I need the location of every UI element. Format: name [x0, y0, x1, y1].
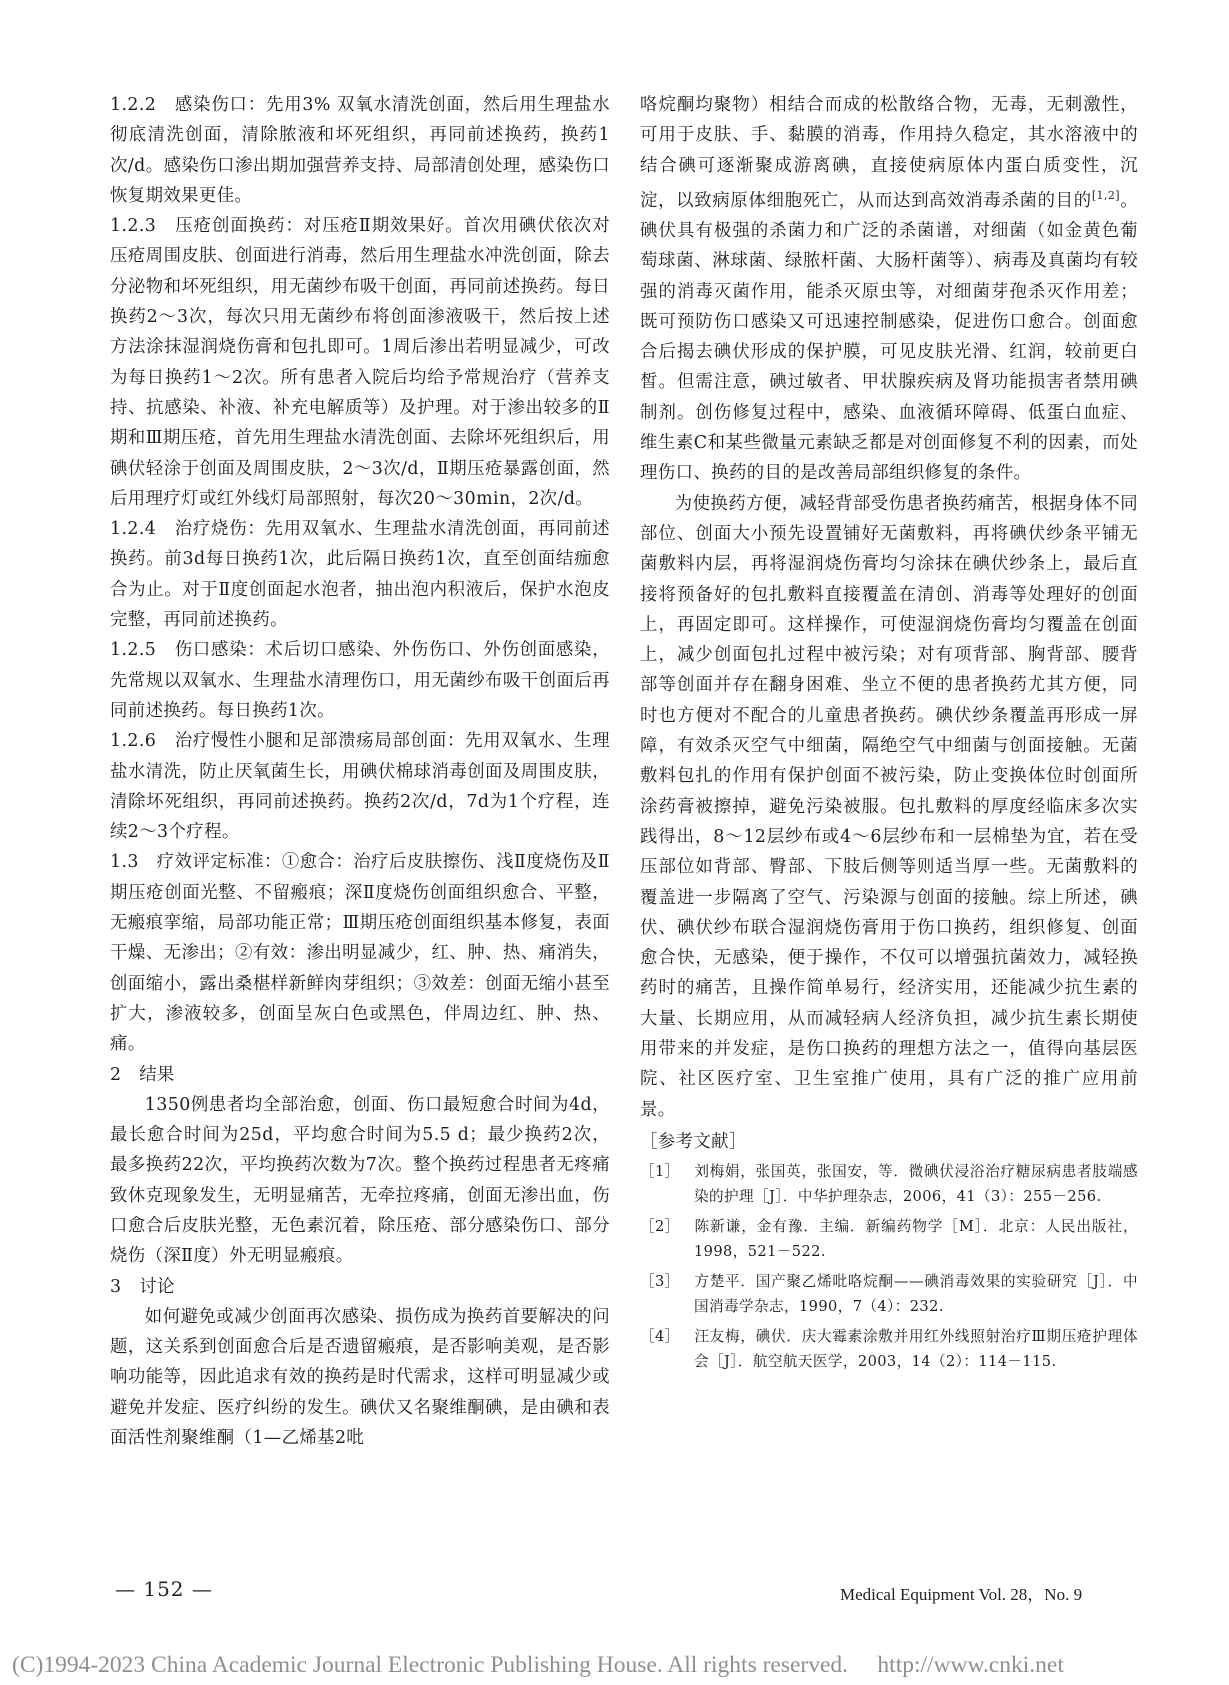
- page-number: — 152 —: [115, 1577, 213, 1601]
- reference-number: ［1］: [640, 1163, 680, 1181]
- results-paragraph: 1350例患者均全部治愈，创面、伤口最短愈合时间为4d，最长愈合时间为25d，平均愈合时间为5.5 d；最少换药2次，最多换药22次，平均换药次数为7次。整个换药过程患者无疼痛致休克现象发生，无明显痛苦，无牵拉疼痛，创面无渗出血，伤口愈合后皮肤光整，无色素沉着，除压疮、部分感染伤口、部分烧伤（深Ⅱ度）外无明显瘢痕。: [110, 1094, 610, 1267]
- right-column: [640, 90, 1138, 1380]
- discussion-paragraph-1-continued: [640, 90, 1138, 489]
- reference-number: ［4］: [640, 1328, 680, 1346]
- discussion-text-a: 咯烷酮均聚物）相结合而成的松散络合物，无毒，无刺激性，可用于皮肤、手、黏膜的消毒，作用持久稳定，其水溶液中的结合碘可逐渐聚成游离碘，直接使病原体内蛋白质变性，沉淀，以致病原体细胞死亡，从而达到高效消毒杀菌的目的: [640, 95, 1138, 211]
- reference-item: [640, 1270, 1138, 1319]
- reference-text: 汪友梅，碘伏．庆大霉素涂敷并用红外线照射治疗Ⅲ期压疮护理体会［J］．航空航天医学，2003，14（2）：114－115.: [694, 1328, 1138, 1370]
- heading-discussion: 3 讨论: [110, 1276, 175, 1297]
- section-1-3: 1.3 疗效评定标准：①愈合：治疗后皮肤擦伤、浅Ⅱ度烧伤及Ⅱ期压疮创面光整、不留瘢痕；深Ⅱ度烧伤创面组织愈合、平整，无瘢痕挛缩，局部功能正常；Ⅲ期压疮创面组织基本修复，表面干燥、无渗出；②有效：渗出明显减少，红、肿、热、痛消失，创面缩小，露出桑椹样新鲜肉芽组织；③效差：创面无缩小甚至扩大，渗液较多，创面呈灰白色或黑色，伴周边红、肿、热、痛。: [110, 852, 610, 1055]
- left-column: [110, 90, 610, 1453]
- citation-marker: [1,2]: [1091, 188, 1120, 202]
- journal-info: Medical Equipment Vol. 28，No. 9: [840, 1585, 1083, 1604]
- section-1-2-4: 1.2.4 治疗烧伤：先用双氧水、生理盐水清洗创面，再同前述换药。前3d每日换药1次，此后隔日换药1次，直至创面结痂愈合为止。对于Ⅱ度创面起水泡者，抽出泡内积液后，保护水泡皮完整，再同前述换药。: [110, 519, 610, 631]
- reference-number: ［3］: [640, 1273, 680, 1291]
- discussion-text-b: 。碘伏具有极强的杀菌力和广泛的杀菌谱，对细菌（如金黄色葡萄球菌、淋球菌、绿脓杆菌、大肠杆菌等）、病毒及真菌均有较强的消毒灭菌作用，能杀灭原虫等，对细菌芽孢杀灭作用差；既可预防伤口感染又可迅速控制感染，促进伤口愈合。创面愈合后揭去碘伏形成的保护膜，可见皮肤光滑、红润，较前更白皙。但需注意，碘过敏者、甲状腺疾病及肾功能损害者禁用碘制剂。创伤修复过程中，感染、血液循环障碍、低蛋白血症、维生素C和某些微量元素缺乏都是对创面修复不利的因素，而处理伤口、换药的目的是改善局部组织修复的条件。: [640, 190, 1138, 484]
- heading-results: 2 结果: [110, 1064, 175, 1085]
- reference-text: 陈新谦，金有豫．主编．新编药物学［M］．北京：人民出版社，1998，521－522.: [694, 1218, 1138, 1260]
- section-1-2-2: 1.2.2 感染伤口：先用3% 双氧水清洗创面，然后用生理盐水彻底清洗创面，清除脓液和坏死组织，再同前述换药，换药1次/d。感染伤口渗出期加强营养支持、局部清创处理，感染伤口恢复期效果更佳。: [110, 95, 610, 206]
- section-1-2-5: 1.2.5 伤口感染：术后切口感染、外伤伤口、外伤创面感染，先常规以双氧水、生理盐水清理伤口，用无菌纱布吸干创面后再同前述换药。每日换药1次。: [110, 640, 610, 721]
- references-heading: ［参考文献］: [640, 1131, 747, 1152]
- reference-text: 刘梅娟，张国英，张国安，等．微碘伏浸浴治疗糖尿病患者肢端感染的护理［J］．中华护理杂志，2006，41（3）：255－256.: [694, 1163, 1138, 1205]
- copyright-watermark: (C)1994-2023 China Academic Journal Electronic Publishing House. All rights reserved. http://www.cnki.net: [12, 1652, 1064, 1678]
- discussion-paragraph-2: 为使换药方便，减轻背部受伤患者换药痛苦，根据身体不同部位、创面大小预先设置铺好无菌敷料，再将碘伏纱条平铺无菌敷料内层，再将湿润烧伤膏均匀涂抹在碘伏纱条上，最后直接将预备好的包扎敷料直接覆盖在清创、消毒等处理好的创面上，再固定即可。这样操作，可使湿润烧伤膏均匀覆盖在创面上，减少创面包扎过程中被污染；对有项背部、胸背部、腰背部等创面并存在翻身困难、坐立不便的患者换药尤其方便，同时也方便对不配合的儿童患者换药。碘伏纱条覆盖再形成一屏障，有效杀灭空气中细菌，隔绝空气中细菌与创面接触。无菌敷料包扎的作用有保护创面不被污染，防止变换体位时创面所涂药膏被擦掉，避免污染被服。包扎敷料的厚度经临床多次实践得出，8～12层纱布或4～6层纱布和一层棉垫为宜，若在受压部位如背部、臀部、下肢后侧等则适当厚一些。无菌敷料的覆盖进一步隔离了空气、污染源与创面的接触。综上所述，碘伏、碘伏纱布联合湿润烧伤膏用于伤口换药，组织修复、创面愈合快，无感染，便于操作，不仅可以增强抗菌效力，减轻换药时的痛苦，且操作简单易行，经济实用，还能减少抗生素的大量、长期应用，从而减轻病人经济负担，减少抗生素长期使用带来的并发症，是伤口换药的理想方法之一，值得向基层医院、社区医疗室、卫生室推广使用，具有广泛的推广应用前景。: [640, 493, 1138, 1120]
- reference-item: [640, 1325, 1138, 1374]
- reference-item: [640, 1215, 1138, 1264]
- reference-number: ［2］: [640, 1218, 680, 1236]
- section-1-2-3: 1.2.3 压疮创面换药：对压疮Ⅱ期效果好。首次用碘伏依次对压疮周围皮肤、创面进行消毒，然后用生理盐水冲洗创面，除去分泌物和坏死组织，用无菌纱布吸干创面，再同前述换药。每日换药2～3次，每次只用无菌纱布将创面渗液吸干，然后按上述方法涂抹湿润烧伤膏和包扎即可。1周后渗出若明显减少，可改为每日换药1～2次。所有患者入院后均给予常规治疗（营养支持、抗感染、补液、补充电解质等）及护理。对于渗出较多的Ⅱ期和Ⅲ期压疮，首先用生理盐水清洗创面、去除坏死组织后，用碘伏轻涂于创面及周围皮肤，2～3次/d，Ⅱ期压疮暴露创面，然后用理疗灯或红外线灯局部照射，每次20～30min，2次/d。: [110, 216, 610, 509]
- discussion-paragraph-1: 如何避免或减少创面再次感染、损伤成为换药首要解决的问题，这关系到创面愈合后是否遗留瘢痕，是否影响美观，是否影响功能等，因此追求有效的换药是时代需求，这样可明显减少或避免并发症、医疗纠纷的发生。碘伏又名聚维酮碘，是由碘和表面活性剂聚维酮（1—乙烯基2吡: [110, 1306, 610, 1449]
- section-1-2-6: 1.2.6 治疗慢性小腿和足部溃疡局部创面：先用双氧水、生理盐水清洗，防止厌氧菌生长，用碘伏棉球消毒创面及周围皮肤，清除坏死组织，再同前述换药。换药2次/d，7d为1个疗程，连续2～3个疗程。: [110, 731, 610, 843]
- reference-text: 方楚平．国产聚乙烯吡咯烷酮——碘消毒效果的实验研究［J］．中国消毒学杂志，1990，7（4）：232.: [694, 1273, 1138, 1315]
- reference-item: [640, 1160, 1138, 1209]
